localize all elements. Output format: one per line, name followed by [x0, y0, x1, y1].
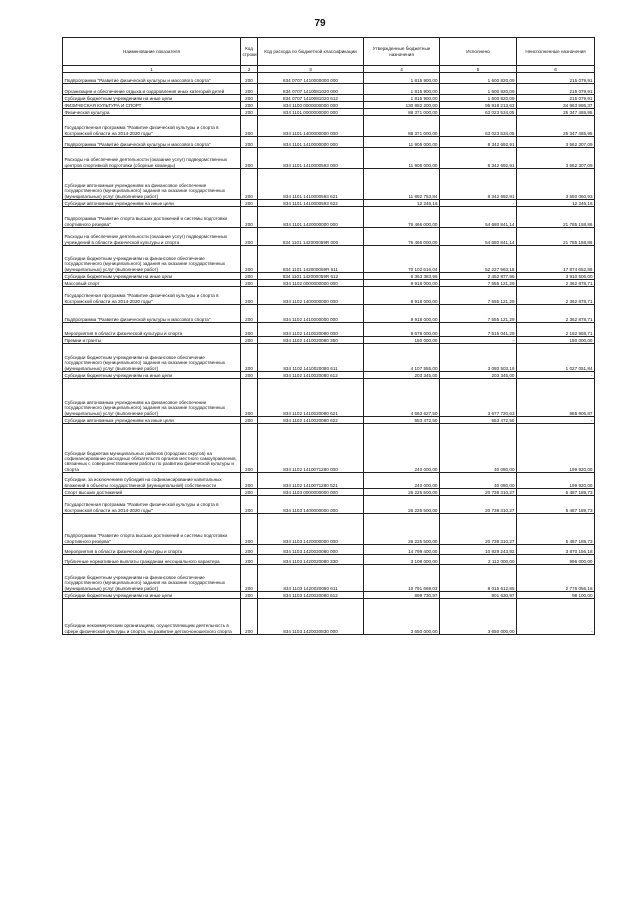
- cell-name: Субсидии, за исключением субсидий на софинансирование капитальных вложений в объекты государственной (муниципальной) собственности: [63, 473, 241, 489]
- header-unexecuted: Неисполненные назначения: [517, 38, 595, 66]
- cell-line: 200: [241, 344, 258, 372]
- cell-line: 200: [241, 496, 258, 514]
- cell-approved: 10 791 669,03: [364, 565, 440, 592]
- table-row: [63, 137, 595, 148]
- cell-executed: 63 023 534,05: [440, 109, 517, 116]
- cell-name: Субсидии автономным учреждениям на финансовое обеспечение государственного (муниципального) задания на оказание государственных (муниципальных) услуг (выполнение работ): [63, 379, 241, 417]
- cell-line: 200: [241, 280, 258, 287]
- table-row: [63, 379, 595, 417]
- cell-executed: 8 342 692,91: [440, 169, 517, 200]
- table-row: [63, 344, 595, 372]
- cell-name: Подпрограмма "Развитие физической культуры и массового спорта": [63, 137, 241, 148]
- cell-code: 834 1101 142000059R 000: [258, 228, 364, 246]
- cell-executed: 40 080,00: [440, 473, 517, 489]
- cell-code: 834 1101 1410000593 622: [258, 200, 364, 207]
- header-approved: Утвержденные бюджетные назначения: [364, 38, 440, 66]
- cell-name: ФИЗИЧЕСКАЯ КУЛЬТУРА И СПОРТ: [63, 102, 241, 109]
- cell-name: Государственная программа "Развитие физической культуры и спорта в Костромской области на 2014-2020 годы": [63, 496, 241, 514]
- cell-name: Публичные нормативные выплаты гражданам несоциального характера: [63, 555, 241, 565]
- cell-executed: 3 650 000,00: [440, 599, 517, 635]
- cell-line: 200: [241, 169, 258, 200]
- cell-line: 200: [241, 555, 258, 565]
- header-executed: Исполнено: [440, 38, 517, 66]
- cell-name: Массовый спорт: [63, 280, 241, 287]
- cell-code: 834 1103 1420020080 330: [258, 555, 364, 565]
- cell-code: 834 1101 142000059R 611: [258, 246, 364, 273]
- cell-approved: 4 663 627,50: [364, 379, 440, 417]
- cell-code: 834 1102 1410071280 000: [258, 424, 364, 473]
- cell-name: Субсидии бюджетным учреждениям на финансовое обеспечение государственного (муниципального) задания на оказание государственных (муниципальных) услуг (выполнение работ): [63, 246, 241, 273]
- cell-unexecuted: 3 910 506,00: [517, 273, 595, 280]
- cell-name: Расходы на обеспечение деятельности (оказание услуг) подведомственных учреждений в области физической культуры и спорта: [63, 228, 241, 246]
- cell-approved: 899 730,97: [364, 592, 440, 599]
- cell-approved: 26 225 500,00: [364, 496, 440, 514]
- column-index-row: [63, 66, 595, 73]
- cell-code: 834 1102 1410020080 000: [258, 323, 364, 337]
- budget-table: [62, 37, 595, 635]
- cell-unexecuted: 25 347 465,95: [517, 109, 595, 116]
- cell-executed: 20 738 310,27: [440, 514, 517, 545]
- table-row: [63, 148, 595, 169]
- column-index: 6: [517, 66, 595, 73]
- page-number: 79: [314, 18, 326, 29]
- table-row: [63, 228, 595, 246]
- header-code: Код расхода по бюджетной классификации: [258, 38, 364, 66]
- cell-name: Мероприятия в области физической культуры и спорта: [63, 323, 241, 337]
- cell-executed: 63 023 534,05: [440, 116, 517, 137]
- cell-unexecuted: 215 079,91: [517, 84, 595, 95]
- cell-name: Государственная программа "Развитие физической культуры и спорта в Костромской области на 2014-2020 годы": [63, 116, 241, 137]
- cell-name: Субсидии бюджетным учреждениям на финансовое обеспечение государственного (муниципального) задания на оказание государственных (муниципальных) услуг (выполнение работ): [63, 344, 241, 372]
- table-row: [63, 273, 595, 280]
- table-row: [63, 246, 595, 273]
- cell-line: 200: [241, 102, 258, 109]
- cell-line: 200: [241, 305, 258, 323]
- cell-approved: 11 905 000,00: [364, 148, 440, 169]
- cell-executed: 52 227 963,18: [440, 246, 517, 273]
- cell-line: 200: [241, 592, 258, 599]
- cell-executed: 2 112 000,00: [440, 555, 517, 565]
- cell-approved: 11 905 000,00: [364, 137, 440, 148]
- cell-executed: 553 472,50: [440, 417, 517, 424]
- cell-line: 200: [241, 599, 258, 635]
- table-row: [63, 73, 595, 84]
- cell-line: 200: [241, 372, 258, 379]
- cell-name: Субсидии бюджетным учреждениям на иные цели: [63, 273, 241, 280]
- table-row: [63, 372, 595, 379]
- cell-executed: 203 345,00: [440, 372, 517, 379]
- cell-approved: 240 000,00: [364, 473, 440, 489]
- cell-code: 834 1102 1410020080 621: [258, 379, 364, 417]
- header-row: [63, 38, 595, 66]
- cell-line: 200: [241, 246, 258, 273]
- cell-executed: 1 600 820,09: [440, 84, 517, 95]
- cell-line: 200: [241, 337, 258, 344]
- cell-approved: 1 815 900,00: [364, 73, 440, 84]
- cell-code: 834 0707 1410081020 000: [258, 84, 364, 95]
- cell-line: 200: [241, 116, 258, 137]
- cell-unexecuted: 5 487 189,73: [517, 489, 595, 496]
- cell-approved: 70 102 616,04: [364, 246, 440, 273]
- cell-line: 200: [241, 73, 258, 84]
- cell-line: 200: [241, 287, 258, 305]
- cell-name: Подпрограмма "Развитие спорта высших достижений и системы подготовки спортивного резерва": [63, 514, 241, 545]
- cell-line: 200: [241, 379, 258, 417]
- cell-approved: 3 650 000,00: [364, 599, 440, 635]
- cell-name: Субсидии некоммерческим организациям, осуществляющим деятельность в сфере физической культуры и спорта, на развитие детско-юношеского спорта: [63, 599, 241, 635]
- cell-name: Мероприятия в области физической культуры и спорта: [63, 545, 241, 555]
- cell-code: 834 1103 1400000000 000: [258, 496, 364, 514]
- cell-name: Подпрограмма "Развитие физической культуры и массового спорта": [63, 73, 241, 84]
- cell-executed: 2 452 877,96: [440, 273, 517, 280]
- cell-code: 834 1101 0000000000 000: [258, 109, 364, 116]
- table-row: [63, 473, 595, 489]
- table-row: [63, 599, 595, 635]
- cell-unexecuted: 215 079,91: [517, 73, 595, 84]
- cell-unexecuted: 215 079,91: [517, 95, 595, 102]
- cell-code: 834 1103 1420020080 611: [258, 565, 364, 592]
- table-row: [63, 169, 595, 200]
- cell-approved: 88 371 000,00: [364, 109, 440, 116]
- cell-unexecuted: 2 362 878,71: [517, 280, 595, 287]
- cell-code: 834 1101 1410000000 000: [258, 137, 364, 148]
- cell-executed: 1 600 820,09: [440, 95, 517, 102]
- cell-line: 200: [241, 417, 258, 424]
- table-row: [63, 496, 595, 514]
- cell-approved: 9 678 000,00: [364, 323, 440, 337]
- cell-unexecuted: 1 027 051,84: [517, 344, 595, 372]
- cell-unexecuted: 3 562 307,09: [517, 148, 595, 169]
- cell-approved: 76 466 000,00: [364, 228, 440, 246]
- cell-unexecuted: 21 785 158,86: [517, 207, 595, 228]
- cell-approved: 76 466 000,00: [364, 207, 440, 228]
- cell-approved: 88 371 000,00: [364, 116, 440, 137]
- cell-approved: 203 345,00: [364, 372, 440, 379]
- table-row: [63, 514, 595, 545]
- cell-executed: 7 515 041,29: [440, 323, 517, 337]
- cell-name: Субсидии бюджетным учреждениям на иные цели: [63, 372, 241, 379]
- cell-code: 834 1100 0000000000 000: [258, 102, 364, 109]
- cell-code: 834 1102 0000000000 000: [258, 280, 364, 287]
- cell-unexecuted: 2 776 056,18: [517, 565, 595, 592]
- table-row: [63, 337, 595, 344]
- table-row: [63, 116, 595, 137]
- table-row: [63, 109, 595, 116]
- cell-unexecuted: 199 920,00: [517, 424, 595, 473]
- cell-executed: 10 929 243,82: [440, 545, 517, 555]
- cell-unexecuted: 12 246,16: [517, 200, 595, 207]
- cell-approved: 553 472,50: [364, 417, 440, 424]
- cell-unexecuted: -: [517, 599, 595, 635]
- cell-unexecuted: 2 362 878,71: [517, 287, 595, 305]
- table-row: [63, 305, 595, 323]
- table-row: [63, 84, 595, 95]
- column-index: 3: [258, 66, 364, 73]
- cell-code: 834 0707 1410081020 612: [258, 95, 364, 102]
- cell-executed: 3 080 503,16: [440, 344, 517, 372]
- cell-unexecuted: 2 362 878,71: [517, 305, 595, 323]
- cell-name: Субсидии автономным учреждениям на иные цели: [63, 417, 241, 424]
- table-row: [63, 424, 595, 473]
- cell-executed: 801 630,97: [440, 592, 517, 599]
- column-index: 1: [63, 66, 241, 73]
- cell-code: 834 1102 1410020080 622: [258, 417, 364, 424]
- cell-code: 834 1102 1410000000 000: [258, 305, 364, 323]
- cell-unexecuted: 21 785 158,86: [517, 228, 595, 246]
- cell-unexecuted: 985 906,87: [517, 379, 595, 417]
- cell-line: 200: [241, 514, 258, 545]
- cell-executed: 8 342 692,91: [440, 148, 517, 169]
- cell-executed: 3 677 720,63: [440, 379, 517, 417]
- cell-line: 200: [241, 424, 258, 473]
- cell-code: 834 1102 1410071280 521: [258, 473, 364, 489]
- cell-executed: -: [440, 200, 517, 207]
- table-row: [63, 200, 595, 207]
- table-row: [63, 280, 595, 287]
- cell-code: 834 1101 1410000593 621: [258, 169, 364, 200]
- cell-unexecuted: 996 000,00: [517, 555, 595, 565]
- cell-executed: 54 680 841,14: [440, 207, 517, 228]
- cell-unexecuted: 34 963 986,37: [517, 102, 595, 109]
- cell-unexecuted: 5 487 189,73: [517, 514, 595, 545]
- cell-approved: 1 815 900,00: [364, 84, 440, 95]
- cell-name: Субсидии бюджетным учреждениям на финансовое обеспечение государственного (муниципального) задания на оказание государственных (муниципальных) услуг (выполнение работ): [63, 565, 241, 592]
- cell-name: Субсидии бюджетным учреждениям на иные цели: [63, 592, 241, 599]
- cell-name: Субсидии автономным учреждениям на финансовое обеспечение государственного (муниципального) задания на оказание государственных (муниципальных) услуг (выполнение работ): [63, 169, 241, 200]
- table-row: [63, 545, 595, 555]
- header-name: Наименование показателя: [63, 38, 241, 66]
- cell-name: Государственная программа "Развитие физической культуры и спорта в Костромской области на 2014-2020 годы": [63, 287, 241, 305]
- cell-name: Спорт высших достижений: [63, 489, 241, 496]
- cell-name: Субсидии бюджетам муниципальных районов (городских округов) на софинансирование расходных обязательств органов местного самоуправления, связанных с совершенствованием работы по развитию физической культуры и спорта: [63, 424, 241, 473]
- cell-line: 200: [241, 207, 258, 228]
- cell-executed: 20 738 310,27: [440, 496, 517, 514]
- table-row: [63, 287, 595, 305]
- cell-approved: 3 108 000,00: [364, 555, 440, 565]
- cell-executed: 54 680 841,14: [440, 228, 517, 246]
- column-index: 5: [440, 66, 517, 73]
- table-row: [63, 207, 595, 228]
- table-row: [63, 323, 595, 337]
- cell-unexecuted: 25 347 465,95: [517, 116, 595, 137]
- cell-line: 200: [241, 565, 258, 592]
- cell-executed: 1 600 820,09: [440, 73, 517, 84]
- table-row: [63, 565, 595, 592]
- cell-code: 834 1102 1400000000 000: [258, 287, 364, 305]
- cell-approved: 6 363 383,96: [364, 273, 440, 280]
- table-row: [63, 95, 595, 102]
- cell-unexecuted: 3 562 307,09: [517, 137, 595, 148]
- cell-code: 834 1102 1410020080 350: [258, 337, 364, 344]
- cell-unexecuted: -: [517, 417, 595, 424]
- cell-name: Расходы на обеспечение деятельности (оказание услуг) подведомственных центров спортивной подготовки (сборные команды): [63, 148, 241, 169]
- cell-approved: 26 225 500,00: [364, 489, 440, 496]
- cell-line: 200: [241, 489, 258, 496]
- cell-name: Подпрограмма "Развитие спорта высших достижений и системы подготовки спортивного резерва": [63, 207, 241, 228]
- cell-unexecuted: 2 162 958,71: [517, 323, 595, 337]
- cell-name: Субсидии бюджетным учреждениям на иные цели: [63, 95, 241, 102]
- cell-line: 200: [241, 109, 258, 116]
- cell-code: 834 1101 1400000000 000: [258, 116, 364, 137]
- cell-executed: 20 738 310,27: [440, 489, 517, 496]
- cell-code: 834 1101 142000059R 612: [258, 273, 364, 280]
- cell-executed: 7 555 121,29: [440, 305, 517, 323]
- cell-line: 200: [241, 200, 258, 207]
- table-row: [63, 102, 595, 109]
- cell-code: 834 1102 1410020080 612: [258, 372, 364, 379]
- cell-code: 834 1101 1420000000 000: [258, 207, 364, 228]
- cell-line: 200: [241, 84, 258, 95]
- cell-approved: 9 918 000,00: [364, 287, 440, 305]
- cell-name: Премии и гранты: [63, 337, 241, 344]
- cell-line: 200: [241, 148, 258, 169]
- header-line: Код строки: [241, 38, 258, 66]
- cell-approved: 150 000,00: [364, 337, 440, 344]
- cell-name: Подпрограмма "Развитие физической культуры и массового спорта": [63, 305, 241, 323]
- table-row: [63, 489, 595, 496]
- cell-executed: 8 342 692,91: [440, 137, 517, 148]
- cell-line: 200: [241, 545, 258, 555]
- cell-line: 200: [241, 273, 258, 280]
- cell-approved: 14 799 400,00: [364, 545, 440, 555]
- table-row: [63, 555, 595, 565]
- cell-approved: 12 246,16: [364, 200, 440, 207]
- cell-approved: 1 815 900,00: [364, 95, 440, 102]
- cell-approved: 130 882 200,00: [364, 102, 440, 109]
- cell-unexecuted: 98 100,00: [517, 592, 595, 599]
- cell-code: 834 1103 1420020080 612: [258, 592, 364, 599]
- cell-code: 834 1103 1420020830 000: [258, 599, 364, 635]
- cell-code: 834 1103 0000000000 000: [258, 489, 364, 496]
- cell-name: Субсидии автономным учреждениям на иные цели: [63, 200, 241, 207]
- cell-name: Организация и обеспечение отдыха и оздоровления иных категорий детей: [63, 84, 241, 95]
- cell-code: 834 1101 1410000593 000: [258, 148, 364, 169]
- cell-executed: 7 555 121,29: [440, 280, 517, 287]
- table-row: [63, 592, 595, 599]
- cell-approved: 9 918 000,00: [364, 305, 440, 323]
- cell-executed: -: [440, 337, 517, 344]
- cell-unexecuted: 3 550 060,93: [517, 169, 595, 200]
- column-index: 4: [364, 66, 440, 73]
- cell-unexecuted: -: [517, 372, 595, 379]
- cell-line: 200: [241, 137, 258, 148]
- cell-executed: 7 555 121,29: [440, 287, 517, 305]
- cell-line: 200: [241, 473, 258, 489]
- cell-code: 834 0707 1410000000 000: [258, 73, 364, 84]
- cell-unexecuted: 5 487 189,73: [517, 496, 595, 514]
- table-row: [63, 417, 595, 424]
- cell-unexecuted: 150 000,00: [517, 337, 595, 344]
- cell-line: 200: [241, 323, 258, 337]
- cell-unexecuted: 3 870 156,18: [517, 545, 595, 555]
- cell-code: 834 1102 1410020080 611: [258, 344, 364, 372]
- cell-executed: 8 015 612,85: [440, 565, 517, 592]
- column-index: 2: [241, 66, 258, 73]
- cell-executed: 40 080,00: [440, 424, 517, 473]
- cell-executed: 95 918 213,63: [440, 102, 517, 109]
- cell-approved: 26 225 500,00: [364, 514, 440, 545]
- cell-line: 200: [241, 95, 258, 102]
- cell-code: 834 1103 1420000000 000: [258, 514, 364, 545]
- cell-approved: 11 892 753,84: [364, 169, 440, 200]
- cell-approved: 9 918 000,00: [364, 280, 440, 287]
- cell-approved: 240 000,00: [364, 424, 440, 473]
- cell-unexecuted: 17 874 652,86: [517, 246, 595, 273]
- cell-code: 834 1103 1420020080 000: [258, 545, 364, 555]
- cell-unexecuted: 199 920,00: [517, 473, 595, 489]
- cell-name: Физическая культура: [63, 109, 241, 116]
- cell-approved: 4 107 555,00: [364, 344, 440, 372]
- cell-line: 200: [241, 228, 258, 246]
